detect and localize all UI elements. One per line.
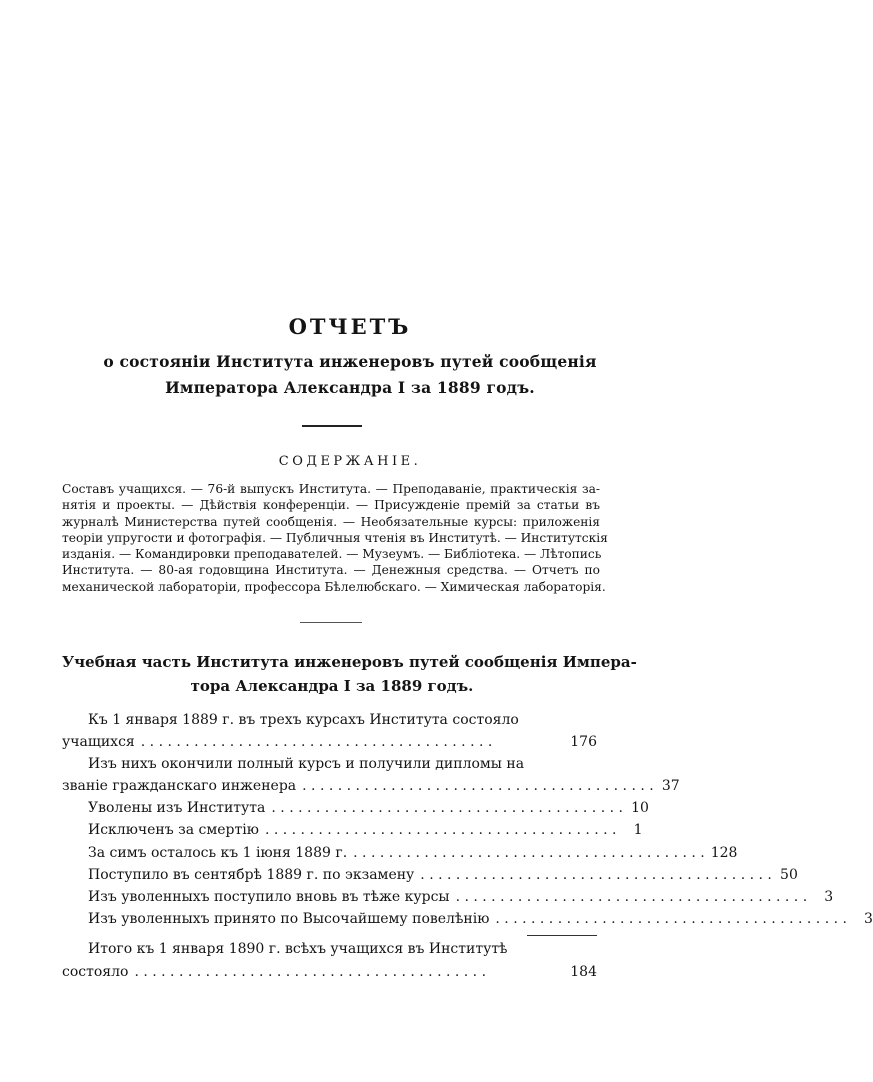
row-value: 37 [661,778,680,794]
row-value: 128 [710,845,738,861]
section-heading-line-2: тора Александра I за 1889 годъ. [190,677,474,695]
section-heading [62,650,637,698]
contents-line: теорiи упругости и фотографiя. — Публичныя чтенiя въ Институтѣ. — Институтскiя [62,530,608,545]
table-row [88,867,798,883]
table-row [88,845,738,861]
section-heading-line-1: Учебная часть Института инженеровъ путей сообщенiя Импера- [62,653,637,671]
row-label: Исключенъ за смертiю [88,822,259,838]
leader-dots: . . . . . . . . . . . . . . . . . . . . . . . . . . . . . . . . . . . . . . . . [302,778,654,794]
row-label: За симъ осталось къ 1 iюня 1889 г. [88,845,348,861]
row-value: 10 [631,800,649,816]
row-label: Изъ уволенныхъ поступило вновь въ тѣже курсы [88,889,450,905]
sum-rule [527,935,597,936]
table-row-total [62,964,597,980]
contents-heading: СОДЕРЖАНIЕ. [278,454,422,469]
row-value: 176 [570,734,597,750]
row-value: 1 [633,822,643,838]
report-subtitle-line-1: о состоянiи Института инженеровъ путей сообщенiя [103,352,597,371]
table-row [62,734,597,750]
table-row [88,822,643,838]
row-label: Поступило въ сентябрѣ 1889 г. по экзамену [88,867,415,883]
leader-dots: . . . . . . . . . . . . . . . . . . . . . . . . . . . . . . . . . . . . . . . . [134,964,487,980]
table-row [88,911,873,927]
divider-rule [302,425,362,427]
contents-line: Составъ учащихся. — 76-й выпускъ Института. — Преподаванiе, практическiя за- [62,482,600,496]
contents-line: журналѣ Министерства путей сообщенiя. — Необязательные курсы: приложенiя [62,514,600,529]
row-value: 184 [570,964,597,980]
row-label: состояло [62,964,129,980]
contents-line: нятiя и проекты. — Дѣйствiя конференцiи. — Присужденiе премiй за статьи въ [62,498,600,513]
contents-line: изданiя. — Командировки преподавателей. — Музеумъ. — Библiотека. — Лѣтопись [62,547,602,562]
row-label: Изъ уволенныхъ принято по Высочайшему повелѣнiю [88,911,490,927]
row-label: Уволены изъ Института [88,800,266,816]
leader-dots: . . . . . . . . . . . . . . . . . . . . . . . . . . . . . . . . . . . . . . . . [140,734,493,750]
row-value: 3 [864,911,873,927]
row-label: званiе гражданскаго инженера [62,778,297,794]
row1-label-line-1: Къ 1 января 1889 г. въ трехъ курсахъ Института состояло [88,712,519,728]
leader-dots: . . . . . . . . . . . . . . . . . . . . . . . . . . . . . . . . . . . . . . . . [455,889,808,905]
leader-dots: . . . . . . . . . . . . . . . . . . . . . . . . . . . . . . . . . . . . . . . . [353,845,705,861]
leader-dots: . . . . . . . . . . . . . . . . . . . . . . . . . . . . . . . . . . . . . . . . [495,911,847,927]
leader-dots: . . . . . . . . . . . . . . . . . . . . . . . . . . . . . . . . . . . . . . . . [264,822,617,838]
report-subtitle-line-2: Императора Александра I за 1889 годъ. [165,378,535,397]
report-title: ОТЧЕТЪ [288,314,412,339]
table-row [88,889,834,905]
row-label: учащихся [62,734,135,750]
leader-dots: . . . . . . . . . . . . . . . . . . . . . . . . . . . . . . . . . . . . . . . . [271,800,623,816]
divider-rule [300,622,362,623]
table-row [88,800,649,816]
contents-line: механической лабораторiи, профессора Бѣлелюбскаго. — Химическая лабораторiя. [62,579,606,594]
total-label-line-1: Итого къ 1 января 1890 г. всѣхъ учащихся въ Институтѣ [88,941,508,957]
row-value: 3 [824,889,834,905]
row2-label-line-1: Изъ нихъ окончили полный курсъ и получили дипломы на [88,756,525,772]
contents-line: Института. — 80-ая годовщина Института. — Денежныя средства. — Отчетъ по [62,563,600,578]
row-value: 50 [780,867,798,883]
table-row [62,778,680,794]
contents-paragraph [62,481,608,595]
leader-dots: . . . . . . . . . . . . . . . . . . . . . . . . . . . . . . . . . . . . . . . . [420,867,772,883]
